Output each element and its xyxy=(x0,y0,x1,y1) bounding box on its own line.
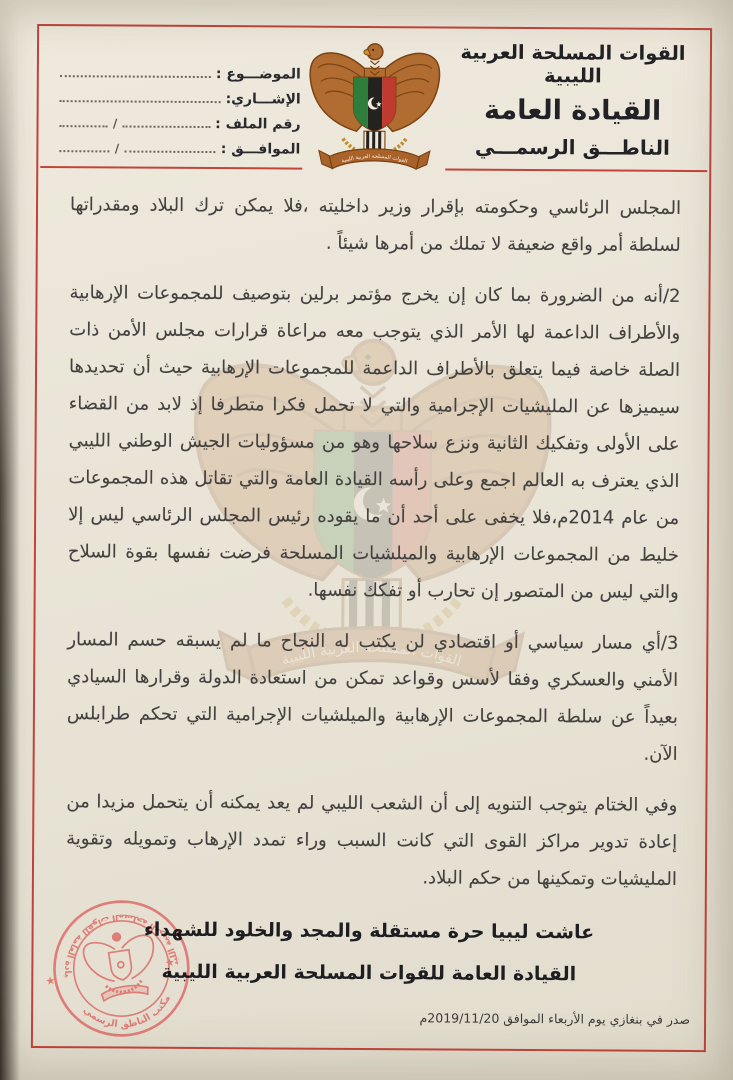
field-row-file-number xyxy=(54,106,300,133)
slash-separator: / xyxy=(112,116,118,131)
body-paragraph-2: 2/أنه من الضرورة بما كان إن يخرج مؤتمر برلين بتوصيف للمجموعات الإرهابية والأطراف الداعمة لها الأمر الذي يتوجب معه مراعاة قرارات مجلس الأمن ذات الصلة خاصة فيما يتعلق بالأطراف الداعمة للمجموعات الإرهابية حيث أن تحديدها سيميزها عن المليشيات الإجرامية والتي لا تحمل فكرا متطرفا إذ لابد من القضاء على الأولى وتفكيك الثانية ونزع سلاحها وهو من مسؤوليات الجيش الوطني الليبي الذي يعترف به العالم اجمع وعلى رأسه القيادة العامة والتي تقاتل هذه المجموعات من عام 2014م،فلا يخفى على أحد أن ما يقوده رئيس المجلس الرئاسي ليس إلا خليط من المجموعات الإرهابية والميلشيات المسلحة فرضت نفسها بقوة السلاح والتي ليس من المتصور إن تحارب أو تفكك نفسها. xyxy=(67,282,681,603)
file-number-label: رقم الملف : xyxy=(215,116,301,133)
dotted-fill-line xyxy=(60,125,108,127)
closing-slogan-line: عاشت ليبيا حرة مستقلة والمجد والخلود للشهداء xyxy=(144,918,595,944)
field-row-date xyxy=(54,131,300,158)
subject-label: الموضـــوع : xyxy=(215,66,301,83)
header-separator-left xyxy=(40,166,302,170)
field-row-reference xyxy=(55,81,301,108)
closing-signature-line: القيادة العامة للقوات المسلحة العربية الليبية xyxy=(161,960,577,986)
photo-edge-shadow xyxy=(0,0,20,1080)
date-label: الموافـــق : xyxy=(220,141,301,158)
document-content xyxy=(33,26,710,1050)
field-row-subject xyxy=(55,56,301,83)
dotted-fill-line xyxy=(59,150,109,152)
body-paragraph-3: 3/أي مسار سياسي أو اقتصادي لن يكتب له النجاح ما لم يسبقه حسم المسار الأمني والعسكري وفقا لأسس وقواعد تمكن من استعادة الدولة وقرارها السيادي بعيداً عن سلطة المجموعات الإرهابية والميلشيات الإجرامية التي تحكم طرابلس الآن. xyxy=(66,629,679,765)
official-red-stamp xyxy=(35,882,208,1055)
body-paragraph-1: المجلس الرئاسي وحكومته بإقرار وزير داخليته ،فلا يمكن ترك البلاد ومقدراتها لسلطة أمر واقع ضعيفة لا تملك من أمرها شيئاً . xyxy=(69,194,682,256)
header-section xyxy=(38,26,710,172)
armed-forces-eagle-emblem-icon xyxy=(299,24,450,193)
reference-label: الإشـــاري: xyxy=(225,91,301,108)
spokesman-line: الناطـــق الرسمـــي xyxy=(474,134,670,160)
general-command-line: القيادة العامة xyxy=(484,94,662,127)
body-paragraph-4: وفي الختام يتوجب التنويه إلى أن الشعب الليبي لم يعد يمكنه أن يتحمل مزيدا من إعادة تدوير مراكز القوى التي كانت السبب وراء تمدد الإرهاب وتمويله وتقوية المليشيات وتمكينها من حكم البلاد. xyxy=(66,791,678,890)
dotted-fill-line xyxy=(124,151,216,154)
org-name-line: القوات المسلحة العربية الليبية xyxy=(460,40,686,88)
document-body xyxy=(34,186,709,898)
dotted-fill-line xyxy=(122,126,210,129)
reference-fields xyxy=(54,56,301,158)
org-title-block xyxy=(441,40,704,160)
issue-date-line: صدر في بنغازي يوم الأربعاء الموافق 2019/11/20م xyxy=(419,1010,691,1027)
dotted-fill-line xyxy=(60,100,221,103)
dotted-fill-line xyxy=(60,75,211,78)
footer-area xyxy=(33,908,705,1027)
slash-separator: / xyxy=(114,141,120,156)
header-separator-right xyxy=(446,168,708,172)
